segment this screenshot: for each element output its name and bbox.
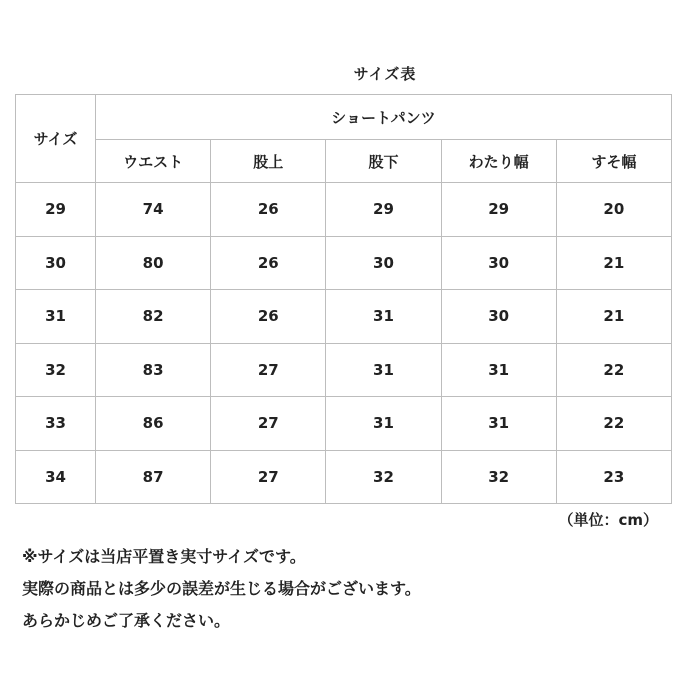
size-cell: 34 (16, 450, 96, 504)
table-cell: 86 (96, 397, 211, 451)
column-header-inseam: 股下 (326, 140, 441, 183)
table-cell: 32 (326, 450, 441, 504)
table-cell: 82 (96, 290, 211, 344)
table-row (16, 236, 672, 290)
table-cell: 83 (96, 343, 211, 397)
table-cell: 29 (326, 183, 441, 237)
table-cell: 22 (556, 397, 671, 451)
column-header-thigh: わたり幅 (441, 140, 556, 183)
table-cell: 30 (326, 236, 441, 290)
table-cell: 31 (441, 397, 556, 451)
table-cell: 26 (211, 183, 326, 237)
table-row (16, 290, 672, 344)
column-header-hem: すそ幅 (556, 140, 671, 183)
table-cell: 27 (211, 343, 326, 397)
header-row-group (16, 95, 672, 140)
table-row (16, 397, 672, 451)
column-header-waist: ウエスト (96, 140, 211, 183)
table-cell: 26 (211, 290, 326, 344)
table-cell: 27 (211, 397, 326, 451)
table-cell: 26 (211, 236, 326, 290)
group-header: ショートパンツ (96, 95, 672, 140)
table-cell: 31 (326, 343, 441, 397)
note-line: 実際の商品とは多少の誤差が生じる場合がございます。 (22, 579, 421, 598)
size-cell: 31 (16, 290, 96, 344)
table-row (16, 343, 672, 397)
size-table (15, 94, 672, 504)
unit-label: （単位：cm） (558, 511, 658, 529)
table-cell: 31 (441, 343, 556, 397)
column-header-rise: 股上 (211, 140, 326, 183)
table-cell: 80 (96, 236, 211, 290)
table-row (16, 450, 672, 504)
header-row-columns (16, 140, 672, 183)
table-cell: 27 (211, 450, 326, 504)
table-cell: 31 (326, 397, 441, 451)
size-cell: 33 (16, 397, 96, 451)
table-cell: 30 (441, 290, 556, 344)
table-cell: 31 (326, 290, 441, 344)
table-row (16, 183, 672, 237)
table-cell: 22 (556, 343, 671, 397)
table-cell: 32 (441, 450, 556, 504)
size-cell: 32 (16, 343, 96, 397)
table-cell: 30 (441, 236, 556, 290)
note-line: あらかじめご了承ください。 (22, 611, 231, 630)
note-line: ※サイズは当店平置き実寸サイズです。 (22, 547, 306, 566)
table-cell: 20 (556, 183, 671, 237)
size-cell: 29 (16, 183, 96, 237)
notes (22, 541, 421, 637)
table-cell: 74 (96, 183, 211, 237)
table-cell: 87 (96, 450, 211, 504)
size-cell: 30 (16, 236, 96, 290)
table-cell: 21 (556, 236, 671, 290)
size-header: サイズ (16, 95, 96, 183)
table-cell: 21 (556, 290, 671, 344)
table-cell: 29 (441, 183, 556, 237)
table-cell: 23 (556, 450, 671, 504)
table-title: サイズ表 (353, 65, 417, 83)
